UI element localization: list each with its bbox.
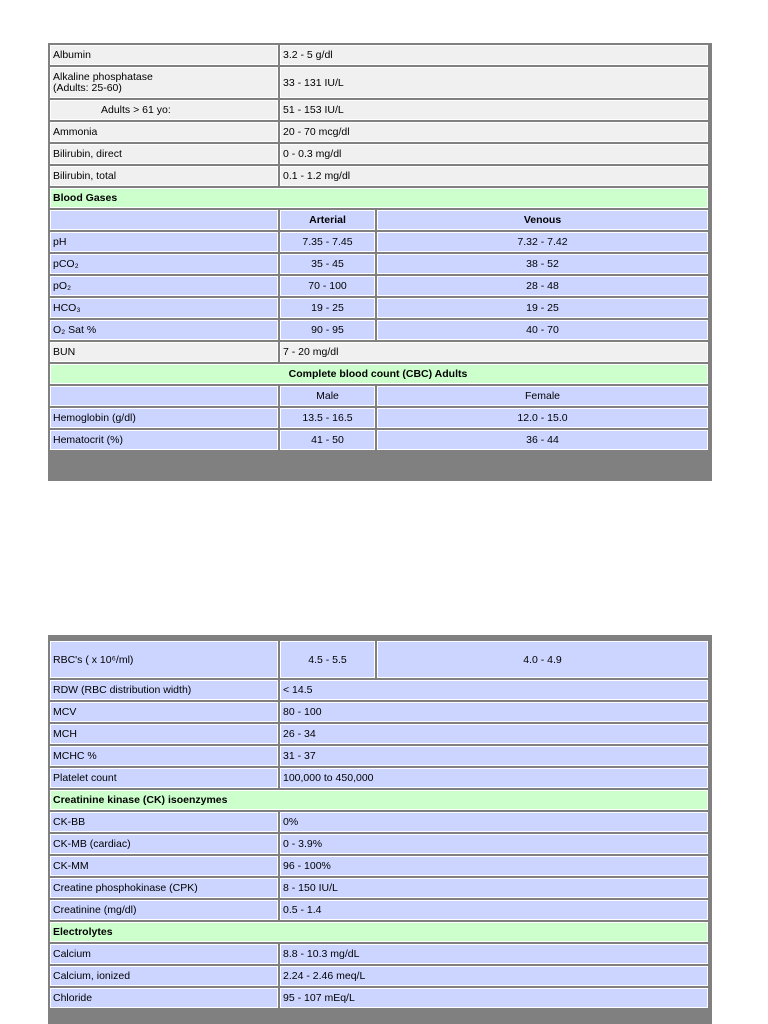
- arterial-range: 90 - 95: [280, 320, 375, 340]
- table-row: [50, 988, 708, 1008]
- venous-range: 40 - 70: [377, 320, 708, 340]
- table-row: [50, 276, 708, 296]
- reference-range: 96 - 100%: [280, 856, 708, 876]
- test-name: Platelet count: [50, 768, 278, 788]
- arterial-range: 7.35 - 7.45: [280, 232, 375, 252]
- test-name: Bilirubin, total: [50, 166, 278, 186]
- table-row: [50, 408, 708, 428]
- test-name: HCO₃: [50, 298, 278, 318]
- table-row: [50, 254, 708, 274]
- reference-range: 8.8 - 10.3 mg/dL: [280, 944, 708, 964]
- table-row: [50, 944, 708, 964]
- arterial-range: 19 - 25: [280, 298, 375, 318]
- section-title: Electrolytes: [50, 922, 708, 942]
- test-name: BUN: [50, 342, 278, 362]
- test-name: MCH: [50, 724, 278, 744]
- table-row: [50, 900, 708, 920]
- test-name: Hemoglobin (g/dl): [50, 408, 278, 428]
- section-title: Creatinine kinase (CK) isoenzymes: [50, 790, 708, 810]
- reference-range: 0%: [280, 812, 708, 832]
- reference-range: 51 - 153 IU/L: [280, 100, 708, 120]
- table-row: [50, 298, 708, 318]
- test-name: Creatine phosphokinase (CPK): [50, 878, 278, 898]
- reference-range: 2.24 - 2.46 meq/L: [280, 966, 708, 986]
- reference-range: 100,000 to 450,000: [280, 768, 708, 788]
- section-header-electrolytes: [50, 922, 708, 942]
- table-row: [50, 67, 708, 98]
- table-row: [50, 966, 708, 986]
- column-header-male: Male: [280, 386, 375, 406]
- table-row: [50, 122, 708, 142]
- column-header-female: Female: [377, 386, 708, 406]
- reference-range: < 14.5: [280, 680, 708, 700]
- table-row: [50, 45, 708, 65]
- female-range: 12.0 - 15.0: [377, 408, 708, 428]
- male-range: 4.5 - 5.5: [280, 641, 375, 678]
- venous-range: 28 - 48: [377, 276, 708, 296]
- column-header-row: [50, 386, 708, 406]
- table-row: [50, 724, 708, 744]
- arterial-range: 35 - 45: [280, 254, 375, 274]
- reference-range: 0 - 3.9%: [280, 834, 708, 854]
- section-header-ck: [50, 790, 708, 810]
- reference-range: 80 - 100: [280, 702, 708, 722]
- test-name: MCHC %: [50, 746, 278, 766]
- section-header-blood-gases: [50, 188, 708, 208]
- test-name: Bilirubin, direct: [50, 144, 278, 164]
- test-name: pCO₂: [50, 254, 278, 274]
- test-name: Chloride: [50, 988, 278, 1008]
- test-name: Calcium, ionized: [50, 966, 278, 986]
- table-row: [50, 878, 708, 898]
- table-row: [50, 342, 708, 362]
- table-row: [50, 144, 708, 164]
- section-title: Complete blood count (CBC) Adults: [50, 364, 708, 384]
- test-name: RDW (RBC distribution width): [50, 680, 278, 700]
- reference-range: 20 - 70 mcg/dl: [280, 122, 708, 142]
- table-row: [50, 430, 708, 450]
- reference-range: 95 - 107 mEq/L: [280, 988, 708, 1008]
- table-row: [50, 746, 708, 766]
- test-name: Adults > 61 yo:: [50, 100, 278, 120]
- reference-range: 33 - 131 IU/L: [280, 67, 708, 98]
- table-row: [50, 702, 708, 722]
- reference-range: 0 - 0.3 mg/dl: [280, 144, 708, 164]
- test-name: Alkaline phosphatase (Adults: 25-60): [50, 67, 278, 98]
- column-header-row: [50, 210, 708, 230]
- reference-range: 3.2 - 5 g/dl: [280, 45, 708, 65]
- empty-cell: [50, 210, 278, 230]
- reference-range: 0.5 - 1.4: [280, 900, 708, 920]
- test-name: Albumin: [50, 45, 278, 65]
- venous-range: 7.32 - 7.42: [377, 232, 708, 252]
- column-header-venous: Venous: [377, 210, 708, 230]
- table-row: [50, 768, 708, 788]
- test-name: RBC's ( x 10⁶/ml): [50, 641, 278, 678]
- column-header-arterial: Arterial: [280, 210, 375, 230]
- lab-values-table-1: [48, 43, 712, 481]
- arterial-range: 70 - 100: [280, 276, 375, 296]
- reference-range: 31 - 37: [280, 746, 708, 766]
- venous-range: 19 - 25: [377, 298, 708, 318]
- table-row: [50, 834, 708, 854]
- table-row: [50, 641, 708, 678]
- table-row: [50, 100, 708, 120]
- test-name: CK-MB (cardiac): [50, 834, 278, 854]
- empty-cell: [50, 386, 278, 406]
- test-name: MCV: [50, 702, 278, 722]
- table-row: [50, 812, 708, 832]
- test-name: Creatinine (mg/dl): [50, 900, 278, 920]
- reference-range: 8 - 150 IU/L: [280, 878, 708, 898]
- table-row: [50, 166, 708, 186]
- section-title: Blood Gases: [50, 188, 708, 208]
- reference-range: 0.1 - 1.2 mg/dl: [280, 166, 708, 186]
- test-name: Hematocrit (%): [50, 430, 278, 450]
- table-row: [50, 856, 708, 876]
- test-name: O₂ Sat %: [50, 320, 278, 340]
- female-range: 36 - 44: [377, 430, 708, 450]
- section-header-cbc: [50, 364, 708, 384]
- table-row: [50, 232, 708, 252]
- table-row: [50, 680, 708, 700]
- test-name: CK-MM: [50, 856, 278, 876]
- test-name: Calcium: [50, 944, 278, 964]
- test-name: CK-BB: [50, 812, 278, 832]
- test-name: Ammonia: [50, 122, 278, 142]
- male-range: 13.5 - 16.5: [280, 408, 375, 428]
- table-row: [50, 320, 708, 340]
- male-range: 41 - 50: [280, 430, 375, 450]
- venous-range: 38 - 52: [377, 254, 708, 274]
- female-range: 4.0 - 4.9: [377, 641, 708, 678]
- reference-range: 7 - 20 mg/dl: [280, 342, 708, 362]
- reference-range: 26 - 34: [280, 724, 708, 744]
- lab-values-table-2: [48, 635, 712, 1024]
- test-name: pH: [50, 232, 278, 252]
- test-name: pO₂: [50, 276, 278, 296]
